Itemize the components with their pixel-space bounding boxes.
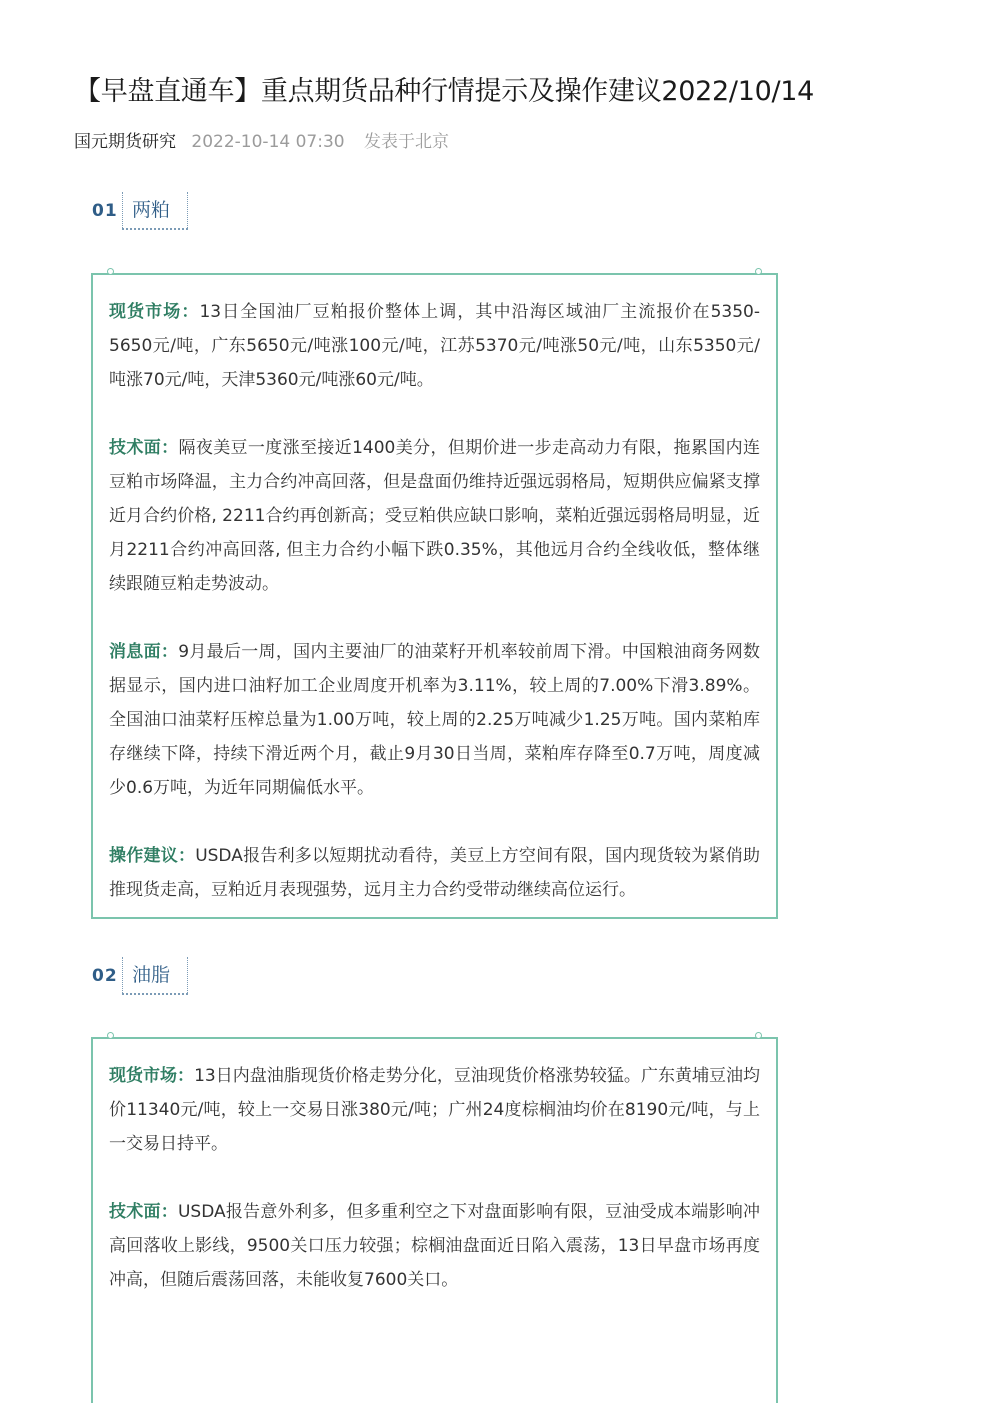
section-header-01 (88, 192, 188, 230)
article-meta (74, 128, 449, 156)
paragraph-label: 操作建议： (109, 846, 196, 866)
paragraph-advice (109, 839, 760, 907)
card-corner-dot (755, 1032, 762, 1039)
card-corner-dot (107, 1032, 114, 1039)
section-number: 02 (92, 966, 118, 986)
section-number: 01 (92, 201, 118, 221)
paragraph-text: 13日全国油厂豆粕报价整体上调，其中沿海区域油厂主流报价在5350-5650元/吨，广东5650元/吨涨100元/吨，江苏5370元/吨涨50元/吨，山东5350元/吨涨70元/吨，天津5360元/吨涨60元/吨。 (109, 302, 761, 390)
paragraph-spot-market (109, 295, 760, 397)
card-corner-dot (755, 268, 762, 275)
paragraph-label: 现货市场： (109, 1066, 195, 1086)
publish-location: 发表于北京 (364, 132, 450, 152)
article-title: 【早盘直通车】重点期货品种行情提示及操作建议2022/10/14 (74, 76, 815, 107)
section-name: 两粕 (132, 199, 171, 221)
paragraph-technical (109, 431, 760, 601)
author-name[interactable]: 国元期货研究 (74, 132, 176, 152)
section-header-02 (88, 957, 188, 995)
paragraph-news (109, 635, 760, 805)
paragraph-label: 技术面： (109, 1202, 178, 1222)
publish-date: 2022-10-14 07:30 (191, 132, 345, 152)
paragraph-text: 隔夜美豆一度涨至接近1400美分，但期价进一步走高动力有限，拖累国内连豆粕市场降温，主力合约冲高回落，但是盘面仍维持近强远弱格局，短期供应偏紧支撑近月合约价格, 2211合约再创新高；受豆粕供应缺口影响，菜粕近强远弱格局明显，近月2211合约冲高回落, 但主力合约小幅下跌0.35%，其他远月合约全线收低，整体继续跟随豆粕走势波动。 (109, 438, 761, 594)
card-corner-dot (107, 268, 114, 275)
paragraph-spot-market (109, 1059, 760, 1161)
paragraph-label: 技术面： (109, 438, 179, 458)
paragraph-text: USDA报告意外利多，但多重利空之下对盘面影响有限，豆油受成本端影响冲高回落收上影线，9500关口压力较强；棕榈油盘面近日陷入震荡，13日早盘市场再度冲高，但随后震荡回落，未能收复7600关口。 (109, 1202, 761, 1290)
section-card-02 (91, 1037, 778, 1403)
paragraph-text: USDA报告利多以短期扰动看待，美豆上方空间有限，国内现货较为紧俏助推现货走高，豆粕近月表现强势，远月主力合约受带动继续高位运行。 (109, 846, 761, 900)
paragraph-text: 13日内盘油脂现货价格走势分化，豆油现货价格涨势较猛。广东黄埔豆油均价11340元/吨，较上一交易日涨380元/吨；广州24度棕榈油均价在8190元/吨，与上一交易日持平。 (109, 1066, 761, 1154)
paragraph-label: 消息面： (109, 642, 179, 662)
paragraph-label: 现货市场： (109, 302, 200, 322)
paragraph-text: 9月最后一周，国内主要油厂的油菜籽开机率较前周下滑。中国粮油商务网数据显示，国内进口油籽加工企业周度开机率为3.11%，较上周的7.00%下滑3.89%。全国油口油菜籽压榨总量为1.00万吨，较上周的2.25万吨减少1.25万吨。国内菜粕库存继续下降，持续下滑近两个月，截止9月30日当周，菜粕库存降至0.7万吨，周度减少0.6万吨，为近年同期偏低水平。 (109, 642, 760, 798)
section-card-01 (91, 273, 778, 919)
paragraph-technical (109, 1195, 760, 1297)
section-name: 油脂 (132, 964, 171, 986)
